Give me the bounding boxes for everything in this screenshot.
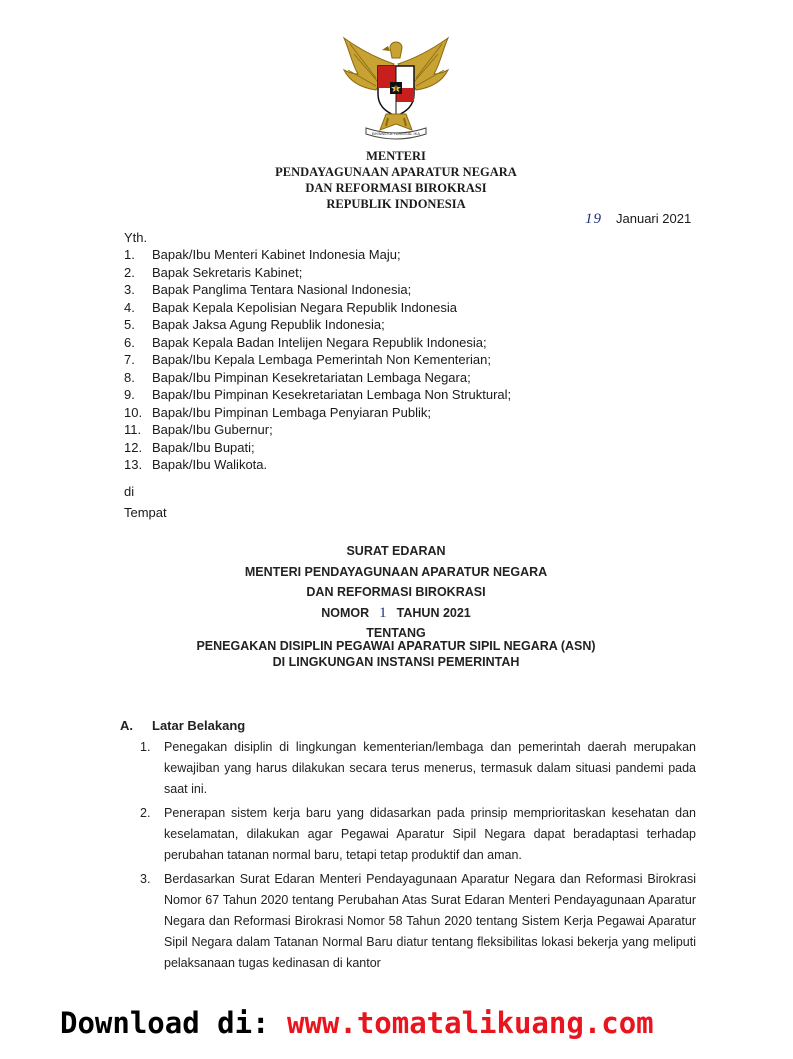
letter-date	[585, 211, 691, 228]
title-line: MENTERI PENDAYAGUNAAN APARATUR NEGARA	[244, 564, 548, 579]
list-item: 11. Bapak/Ibu Gubernur;	[124, 422, 273, 437]
document-subject: PENEGAKAN DISIPLIN PEGAWAI APARATUR SIPIL NEGARA (ASN) DI LINGKUNGAN INSTANSI PEMERINTAH	[196, 639, 596, 669]
document-number: NOMOR 1 TAHUN 2021	[321, 604, 471, 621]
section-paragraphs	[140, 737, 696, 977]
salutation: Yth.	[124, 230, 148, 245]
download-label: Download di:	[60, 1006, 270, 1040]
date-month-year: Januari 2021	[616, 211, 692, 226]
list-item: 3. Bapak Panglima Tentara Nasional Indonesia;	[124, 282, 412, 297]
paragraph: 2. Penerapan sistem kerja baru yang didasarkan pada prinsip memprioritaskan kesehatan dan keselamatan, dilakukan agar Pegawai Aparatur Sipil Negara dapat beradaptasi terhadap perubahan tatanan normal baru, tetapi tetap produktif dan aman.	[140, 806, 696, 862]
list-item: 4. Bapak Kepala Kepolisian Negara Republik Indonesia	[124, 299, 457, 315]
paragraph: 3. Berdasarkan Surat Edaran Menteri Pendayagunaan Aparatur Negara dan Reformasi Birokrasi Nomor 67 Tahun 2020 tentang Perubahan Atas Surat Edaran Menteri Pendayagunaan Aparatur Negara dan Reformasi Birokrasi Nomor 58 Tahun 2020 tentang Sistem Kerja Pegawai Aparatur Sipil Negara dalam Tatanan Normal Baru diatur tentang fleksibilitas lokasi bekerja yang meliputi pelaksanaan tugas kedinasan di kantor	[140, 872, 696, 970]
handwritten-day: 19	[585, 211, 602, 227]
list-item: 10. Bapak/Ibu Pimpinan Lembaga Penyiaran Publik;	[124, 404, 431, 420]
emblem-motto: BHINNEKA TUNGGAL IKA	[371, 131, 421, 136]
list-item: 2. Bapak Sekretaris Kabinet;	[124, 264, 303, 280]
garuda-emblem	[336, 34, 456, 144]
title-line: DAN REFORMASI BIROKRASI	[306, 585, 486, 599]
list-item: 8. Bapak/Ibu Pimpinan Kesekretariatan Lembaga Negara;	[124, 369, 471, 385]
letterhead-line: REPUBLIK INDONESIA	[326, 197, 466, 211]
title-line: SURAT EDARAN	[346, 544, 446, 558]
list-item: 12. Bapak/Ibu Bupati;	[124, 439, 255, 455]
section-heading: A. Latar Belakang	[120, 718, 246, 733]
title-tentang: TENTANG	[366, 626, 426, 640]
paragraph: 1. Penegakan disiplin di lingkungan kementerian/lembaga dan pemerintah daerah merupakan kewajiban yang harus dilakukan secara terus menerus, termasuk dalam situasi pandemi pada saat ini.	[140, 740, 696, 796]
list-item: 7. Bapak/Ibu Kepala Lembaga Pemerintah Non Kementerian;	[124, 352, 491, 367]
list-item: 9. Bapak/Ibu Pimpinan Kesekretariatan Lembaga Non Struktural;	[124, 387, 512, 402]
list-item: 6. Bapak Kepala Badan Intelijen Negara Republik Indonesia;	[124, 334, 487, 350]
handwritten-number: 1	[379, 604, 387, 621]
letterhead	[196, 148, 596, 212]
recipient-list	[124, 246, 511, 474]
download-url[interactable]: www.tomatalikuang.com	[286, 1006, 654, 1040]
letterhead-line: MENTERI	[366, 149, 426, 163]
list-item: 5. Bapak Jaksa Agung Republik Indonesia;	[124, 317, 385, 332]
location-place: Tempat	[124, 505, 167, 520]
letterhead-line: PENDAYAGUNAAN APARATUR NEGARA	[275, 165, 517, 179]
list-item: 13. Bapak/Ibu Walikota.	[124, 457, 268, 472]
download-watermark	[60, 1006, 740, 1040]
document-title	[196, 541, 596, 644]
list-item: 1. Bapak/Ibu Menteri Kabinet Indonesia Maju;	[124, 247, 401, 262]
location-di: di	[124, 484, 135, 499]
letterhead-line: DAN REFORMASI BIROKRASI	[305, 181, 487, 195]
